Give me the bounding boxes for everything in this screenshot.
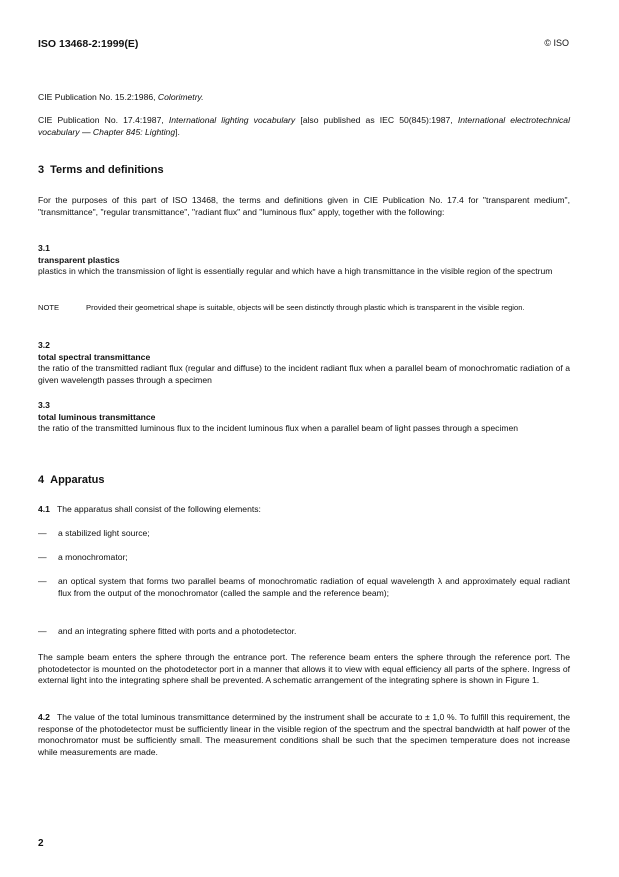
list-item: — an optical system that forms two parallel beams of monochromatic radiation of equal wavelength λ and approximately equal radiant flux from the output of the monochromator (called the sample and the reference beam); <box>38 576 570 598</box>
reference-2: CIE Publication No. 17.4:1987, International lighting vocabulary [also published as IEC 50(845):1987, International electrotechnical vocabulary — Chapter 845: Lighting]. <box>38 115 570 137</box>
clause-4-1: 4.1 The apparatus shall consist of the following elements: <box>38 504 261 514</box>
term-3-3: 3.3 total luminous transmittance the ratio of the transmitted luminous flux to the incident luminous flux when a parallel beam of light passes through a specimen <box>38 400 519 434</box>
section-4-heading: 4 Apparatus <box>38 474 105 486</box>
term-3-2: 3.2 total spectral transmittance the ratio of the transmitted radiant flux (regular and diffuse) to the incident radiant flux when a parallel beam of monochromatic radiation of a given wavelength passes through a specimen <box>38 340 570 385</box>
clause-4-2: 4.2 The value of the total luminous transmittance determined by the instrument shall be accurate to ± 1,0 %. To fulfill this requirement, the response of the photodetector must be sufficiently linear in the visible region of the spectrum and the spectral bandwidth at half power of the monochromator must be sufficiently small. The measurement conditions shall be such that the specimen temperature does not increase while measurements are made. <box>38 712 570 757</box>
section-4-paragraph: The sample beam enters the sphere through the entrance port. The reference beam enters the sphere through the reference port. The photodetector is mounted on the photodetector port in a manner that allows it to view with equal efficiency all parts of the sphere. Ingress of external light into the integrating sphere shall be prevented. A schematic arrangement of the integrating sphere is shown in Figure 1. <box>38 652 570 686</box>
list-item: — and an integrating sphere fitted with ports and a photodetector. <box>38 626 297 636</box>
reference-1: CIE Publication No. 15.2:1986, Colorimetry. <box>38 92 204 102</box>
list-item: — a stabilized light source; <box>38 528 150 538</box>
term-3-1-note: NOTE Provided their geometrical shape is suitable, objects will be seen distinctly through plastic which is transparent in the visible region. <box>38 303 525 312</box>
term-3-1: 3.1 transparent plastics plastics in which the transmission of light is essentially regular and which have a high transmittance in the visible region of the spectrum <box>38 243 553 277</box>
section-3-heading: 3 Terms and definitions <box>38 164 164 176</box>
copyright-mark: © ISO <box>544 38 569 48</box>
list-item: — a monochromator; <box>38 552 128 562</box>
page-number: 2 <box>38 838 44 849</box>
document-id: ISO 13468-2:1999(E) <box>38 38 139 50</box>
section-3-intro: For the purposes of this part of ISO 13468, the terms and definitions given in CIE Publication No. 17.4 for "transparent medium", "transmittance", "regular transmittance", "radiant flux" and "luminous flux" apply, together with the following: <box>38 195 570 217</box>
